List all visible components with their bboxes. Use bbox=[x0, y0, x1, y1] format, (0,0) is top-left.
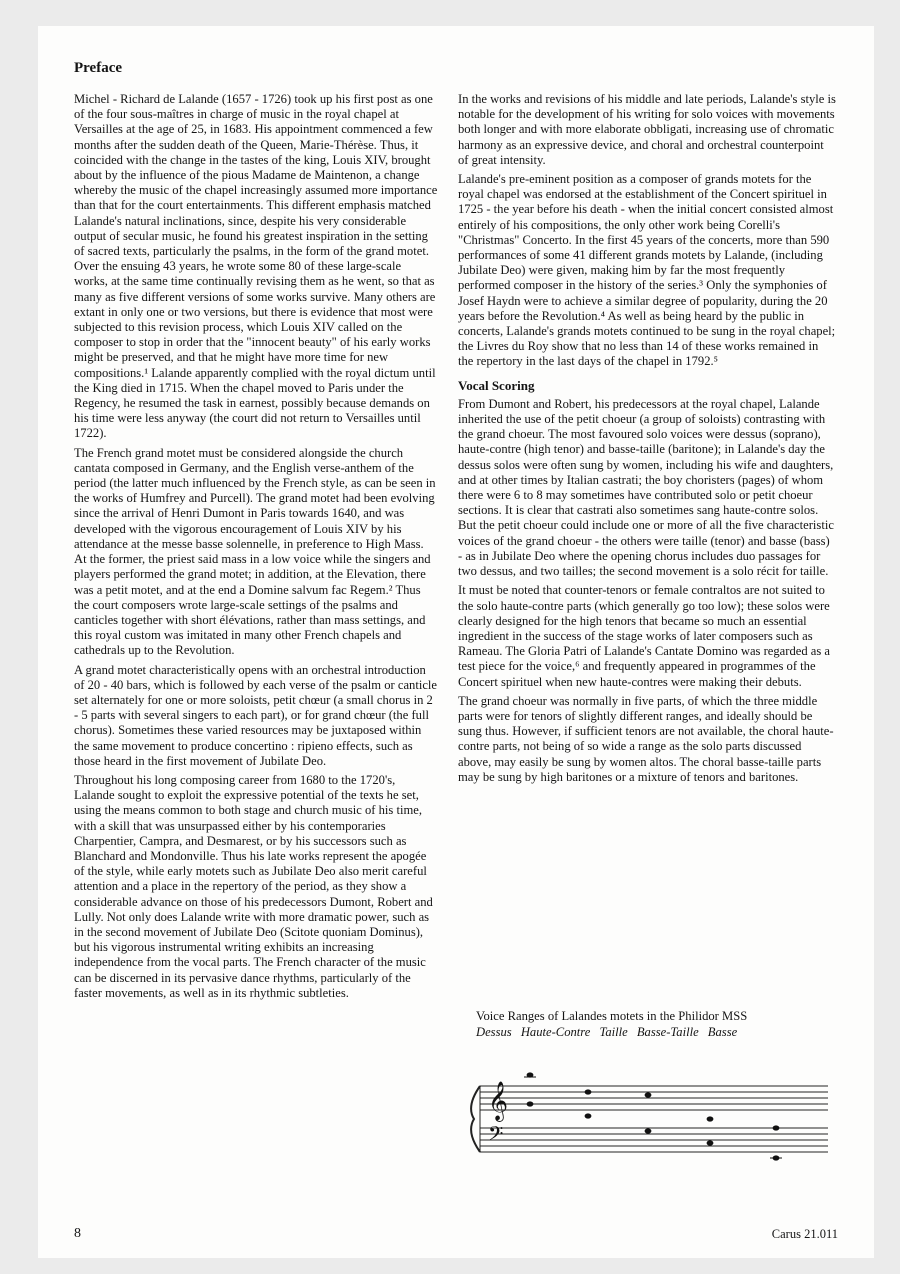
figure-caption bbox=[476, 1008, 846, 1040]
bass-clef-icon: 𝄢 bbox=[488, 1122, 504, 1150]
document-page bbox=[38, 26, 874, 1258]
paragraph: Lalande's pre-eminent position as a composer of grands motets for the royal chapel was endorsed at the establishment of the Concert spirituel in 1725 - the year before his death - when the initial concert consisted almost entirely of his compositions, the only other work being Corelli's "Christmas" Concerto. In the first 45 years of the concerts, more than 590 performances of some 41 different grands motets by Lalande, (including Jubilate Deo) were given, making him by far the most frequently performed composer in the history of the series.³ Only the symphonies of Josef Haydn were to achieve a similar degree of popularity, during the 20 years before the Revolution.⁴ As well as being heard by the public in concerts, Lalande's grands motets continued to be sung in the royal chapel; the Livres du Roy show that no less than 14 of these works remained in the repertory in the last days of the chapel in 1792.⁵ bbox=[458, 172, 836, 369]
paragraph: The French grand motet must be considered alongside the church cantata composed in Germany, and the English verse-anthem of the period (the latter much influenced by the French style, as can be seen in the works of Humfrey and Purcell). The grand motet had been evolving since the arrival of Henri Dumont in Paris towards 1640, and was developed with the vigorous encouragement of Louis XIV by his attendance at the messe basse solennelle, in preference to High Mass. At the former, the priest said mass in a low voice while the singers and players performed the grand motet; in addition, at the Elevation, there was a petit motet, and at the end a Domine salvum fac Regem.² Thus the court composers wrote large-scale settings of the psalms and canticles together with short élévations, rather than mass settings, and this royal custom was imitated in many other French chapels and cathedrals up to the Revolution. bbox=[74, 445, 436, 658]
page-heading: Preface bbox=[74, 60, 123, 76]
paragraph: Throughout his long composing career from 1680 to the 1720's, Lalande sought to exploit the expressive potential of the texts he set, using the means common to both stage and church music of his time, with a skill that was unsurpassed either by his contemporaries Charpentier, Campra, and Desmarest, or by his successors such as Blanchard and Mondonville. Thus his late works represent the apogée of the style, while early motets such as Jubilate Deo also merit careful attention and a place in the repertory of the period, as they show a considerable advance on those of his predecessors Dumont, Robert and Lully. Not only does Lalande write with more dramatic power, such as in the second movement of Jubilate Deo (Scitote quoniam Dominus), but his vigorous instrumental writing exhibits an increasing independence from the vocal parts. The French character of the music can be discerned in its pervasive dance rhythms, particularly of the faster movements, as well as in its rhythmic subtleties. bbox=[74, 772, 433, 1000]
page-number: 8 bbox=[74, 1226, 81, 1241]
treble-clef-icon: 𝄞 bbox=[488, 1081, 509, 1121]
voice-range-staff bbox=[458, 1066, 838, 1166]
catalog-number: Carus 21.011 bbox=[771, 1227, 838, 1241]
left-column bbox=[74, 92, 438, 1005]
paragraph: In the works and revisions of his middle and late periods, Lalande's style is notable for the development of his writing for solo voices with movements both longer and with more elaborate obbligati, increasing use of chromatic harmony as an expressive device, and choral and orchestral counterpoint of great intensity. bbox=[458, 92, 836, 167]
caption-voices: Dessus Haute-Contre Taille Basse-Taille Basse bbox=[476, 1025, 738, 1039]
paragraph: A grand motet characteristically opens with an orchestral introduction of 20 - 40 bars, which is followed by each verse of the psalm or canticle set alternately for one or more soloists, petit chœur (a small chorus in 2 - 5 parts with several singers to each part), or for grand chœur (the full chorus). Sometimes these varied resources may be juxtaposed within the same movement to produce concertino : ripieno effects, such as those heard in the first movement of Jubilate Deo. bbox=[74, 662, 438, 768]
section-heading: Vocal Scoring bbox=[458, 377, 535, 393]
right-column bbox=[458, 92, 836, 789]
paragraph: From Dumont and Robert, his predecessors at the royal chapel, Lalande inherited the use of the petit choeur (a group of soloists) contrasting with the grand choeur. The most favoured solo voices were dessus (soprano), haute-contre (high tenor) and basse-taille (baritone); in Lalande's day the dessus solos were often sung by women, including his wife and daughters, and at other times by Italian castrati; the boy choristers (pages) of whom there were 6 to 8 may sometimes have contributed solo or petit choeur sections. It is clear that castrati also sometimes sang haute-contre solos. But the petit choeur could include one or more of all the five characteristic voices of the grand choeur - the others were taille (tenor) and basse (bass) - as in Jubilate Deo where the opening chorus includes duo passages for two dessus, and two tailles; the second movement is a solo récit for taille. bbox=[458, 396, 834, 579]
paragraph: The grand choeur was normally in five parts, of which the three middle parts were for tenors of slightly different ranges, and ideally should be sung thus. However, if sufficient tenors are not available, the choral haute-contre parts, not being of so wide a range as the solo parts discussed above, may easily be sung by women altos. The choral basse-taille parts may be sung by high baritones or a mixture of tenors and baritones. bbox=[458, 693, 834, 784]
paragraph: It must be noted that counter-tenors or female contraltos are not suited to the solo haute-contre parts (which generally go too low); these solos were clearly designed for the high tenors that became so much an essential ingredient in the success of the stage works of later composers such as Rameau. The Gloria Patri of Lalande's Cantate Domino was regarded as a test piece for the voice,⁶ and frequently appeared in programmes of the Concert spirituel when new haute-contres were making their debuts. bbox=[458, 583, 831, 689]
caption-title: Voice Ranges of Lalandes motets in the Philidor MSS bbox=[476, 1009, 748, 1023]
paragraph: Michel - Richard de Lalande (1657 - 1726) took up his first post as one of the four sous-maîtres in charge of music in the royal chapel at Versailles at the age of 25, in 1683. His appointment commenced a few months after the sudden death of the Queen, Marie-Thérèse. Thus, it coincided with the change in the tastes of the king, Louis XIV, brought about by the influence of the pious Madame de Maintenon, a change whereby the music of the chapel increasingly assumed more importance than that for the court entertainments. This different emphasis matched Lalande's natural inclinations, since, despite his very considerable output of secular music, he found his greatest inspiration in the setting of sacred texts, particularly the psalms, in the form of the grand motet. Over the ensuing 43 years, he wrote some 80 of these large-scale works, at the same time continually revising them as he went, so that as many as five different versions of some works survive. Many others are extant in only one or two versions, but there is evidence that most were subjected to this revision process, which Louis XIV called on the composer to stop in order that the "innocent beauty" of his early works might be preserved, and that he might have more time for new compositions.¹ Lalande apparently complied with the royal dictum until the King died in 1715. When the chapel moved to Paris under the Regency, he resumed the task in earnest, possibly because demands on his time were less anyway (the court did not return to Versailles until 1722). bbox=[74, 92, 438, 441]
